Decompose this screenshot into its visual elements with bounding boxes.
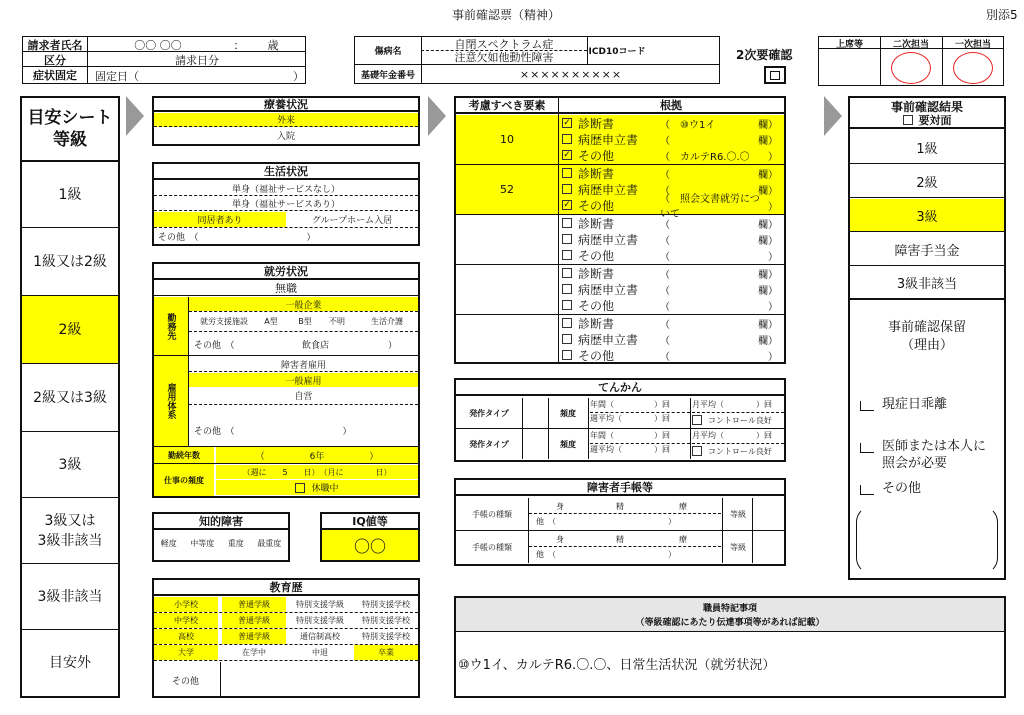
school-class: 通信制高校 [300,632,340,641]
school-class: 普通学級 [222,597,286,612]
fixed-label: 症状固定 [33,69,77,82]
shuro-title: 就労状況 [154,264,418,280]
school-class: 卒業 [354,645,418,660]
konkyo-line[interactable]: その他 （ ） [562,297,782,313]
konkyo-line[interactable]: 病歴申立書 （ 欄） [562,131,782,147]
memo-section [454,596,1006,698]
konkyo-checkbox[interactable] [562,284,572,294]
years-label: 勤続年数 [154,447,214,463]
konkyo-checkbox[interactable] [562,184,572,194]
techo-grade-label: 等級 [730,509,746,519]
seal-circle-second [891,52,931,84]
grade-item: 1級又は2級 [22,228,118,296]
konkyo-line[interactable]: 病歴申立書 （ 欄） [562,281,782,297]
konkyo-line[interactable]: 診断書 （ 欄） [562,315,782,331]
school-class: 特別支援学校 [362,600,410,609]
freq-label: 仕事の頻度 [154,464,214,496]
konkyo-checkbox[interactable] [562,268,572,278]
tenkan-title: てんかん [456,380,784,396]
requester-label: 請求者氏名 [27,38,83,52]
kinmu-label: 勤務先 [154,297,188,355]
control-checkbox[interactable]: コントロール良好 [692,413,784,427]
iq-value: 〇〇 [322,530,418,560]
techo-type-label: 手帳の種類 [472,542,512,552]
memo-body[interactable]: ⑩ウ1イ、カルテR6.〇.〇、日常生活状況（就労状況） [458,658,776,673]
konkyo-checkbox[interactable] [562,318,572,328]
grade-item: 2級又は3級 [22,364,118,432]
hold-reason-checkbox[interactable]: 現症日乖離 [860,396,1000,413]
stamp-label-second: 二次担当 [892,39,929,49]
attachment-label: 別添5 [986,8,1018,22]
kekka-section [848,96,1006,580]
age-unit: 歳 [267,38,279,52]
leave-checkbox[interactable]: 休職中 [216,480,418,495]
school-class: 特別支援学級 [296,600,344,609]
school-level: 高校 [154,629,218,644]
kyoiku-other: その他 [172,677,200,687]
seizure-type-label: 発作タイプ [469,439,509,449]
school-class: 在学中 [242,648,266,657]
stamp-boxes [818,36,1004,86]
kouryo-value[interactable]: 52 [456,165,558,214]
konkyo-checkbox[interactable] [562,334,572,344]
grade-sheet-header: 目安シート 等級 [22,98,118,162]
school-level: 中学校 [154,613,218,628]
kouryo-value[interactable] [456,315,558,364]
seikatsu-title: 生活状況 [154,164,418,180]
ryoyo-section [152,96,420,146]
unemployed: 無職 [154,280,418,296]
kyoiku-title: 教育歴 [154,580,418,596]
injury-1: 自閉スペクトラム症 [454,37,554,50]
kouryo-value[interactable] [456,215,558,264]
kouryo-value[interactable] [456,265,558,314]
memo-title: 職員特記事項 [702,603,757,614]
konkyo-checkbox[interactable] [562,234,572,244]
freq-value: （週に 5 日） （月に 日） [216,465,418,479]
konkyo-line[interactable]: 病歴申立書 （ 欄） [562,181,782,197]
seizure-type-label: 発作タイプ [469,408,509,418]
konkyo-checkbox[interactable]: ✓ [563,150,571,160]
memo-subtitle: （等級確認にあたり伝達事項等があれば記載） [635,617,825,628]
arrow-right-2 [428,96,446,136]
chiteki-title: 知的障害 [154,514,288,530]
konkyo-line[interactable]: その他 （ ） [562,347,782,363]
konkyo-line[interactable]: ✓ 診断書 （ ⑩ウ1イ 欄） [563,116,778,131]
school-level: 小学校 [154,597,218,612]
category-value: 請求日分 [175,53,219,67]
ippan-kigyo: 一般企業 [189,297,418,311]
injury-box [354,36,720,84]
second-check-box[interactable] [764,66,786,84]
school-class: 中退 [312,648,328,657]
seikatsu-section [152,162,420,246]
ryoyo-inpatient: 入院 [276,131,295,142]
grade-item: 2級 [22,296,118,364]
konkyo-checkbox[interactable] [562,168,572,178]
iq-section [320,512,420,562]
shuro-section: 就労状況 無職 勤務先 一般企業 就労支援施設 A型 B型 不明 生活介護 その他 （ 飲食店 ） 雇用体系 障害者雇用 一般雇用 自営 その他 （ ） 勤続年数 （ 6年 ） 仕事の頻度 （週に 5 日） （月に 日） 休職中 [152,262,420,498]
seikatsu-other: その他 （ ） [158,233,316,243]
konkyo-line[interactable]: ✓ その他 （ 照会文書就労につ ） [563,194,778,213]
kyoiku-section [152,578,420,698]
kekka-option[interactable]: 1級 [850,131,1004,164]
konkyo-checkbox[interactable] [562,350,572,360]
techo-section: 障害者手帳等 手帳の種類 身 精 療 他 （ ） 等級 手帳の種類 身 精 療 他 （ ） 等級 [454,478,786,566]
employer-other-value: 飲食店 [302,341,330,351]
second-check-label: 2次要確認 [736,48,793,62]
pension-label: 基礎年金番号 [360,70,415,81]
fixed-value: 固定日（ [95,70,139,83]
stamp-label-first: 一次担当 [954,39,991,49]
icd-label: ICD10コード [588,47,646,57]
single-no-service: 単身（福祉サービスなし） [154,181,418,196]
tenkan-section: てんかん 発作タイプ 頻度 年間（ ）回 週平均（ ）回 月平均（ ）回 コントロール良好 発作タイプ 頻度 年間（ ）回 週平均（ ）回 月平均（ ）回 コントロール良好 [454,378,786,462]
konkyo-line[interactable]: その他 （ ） [562,247,782,263]
kouryo-section [454,96,786,364]
face-to-face-checkbox[interactable]: 要対面 [850,113,1004,129]
school-class: 特別支援学校 [362,616,410,625]
konkyo-checkbox[interactable]: ✓ [563,200,571,210]
school-class: 普通学級 [222,613,286,628]
konkyo-checkbox[interactable] [562,250,572,260]
arrow-right-1 [126,96,144,136]
hold-label: 事前確認保留 （理由） [887,320,966,353]
kekka-title: 事前確認結果 [890,99,963,114]
konkyo-line[interactable]: 診断書 （ 欄） [562,215,782,231]
konkyo-checkbox[interactable]: ✓ [563,118,571,128]
grade-item: 目安外 [49,655,91,671]
kouryo-title: 考慮すべき要素 [456,98,558,114]
hold-reason-checkbox[interactable]: その他 [860,480,1000,497]
konkyo-checkbox[interactable] [562,300,572,310]
kouryo-value[interactable]: 10 [456,115,558,164]
arrow-right-3 [824,96,842,136]
page-title: 事前確認票（精神） [452,8,561,22]
cohabitant: 同居者あり [154,212,286,227]
other-reason-bracket[interactable] [856,506,998,574]
konkyo-title: 根拠 [558,98,784,114]
requester-name: 〇〇 〇〇 [134,38,182,52]
konkyo-line[interactable]: 診断書 （ 欄） [562,265,782,281]
kekka-option[interactable]: 3級非該当 [850,267,1004,300]
grade-item: 3級非該当 [22,564,118,630]
grade-item: 3級 [22,432,118,498]
techo-type-label: 手帳の種類 [472,509,512,519]
requester-info-box: 請求者氏名 〇〇 〇〇 ： 歳 区分 請求日分 症状固定 固定日（ ） [22,36,306,84]
kekka-option[interactable]: 2級 [850,165,1004,198]
injury-2: 注意欠如他動性障害 [454,51,554,64]
school-class: 特別支援学校 [362,632,410,641]
iq-title: IQ値等 [322,514,418,530]
school-class: 特別支援学級 [296,616,344,625]
freq-label: 頻度 [560,439,576,449]
group-home: グループホーム入居 [311,216,393,226]
control-checkbox[interactable]: コントロール良好 [692,444,784,458]
hold-reason-checkbox[interactable]: 医師または本人に 照会が必要 [860,438,1000,472]
seal-circle-first [953,52,993,84]
school-class: 普通学級 [222,629,286,644]
ryoyo-title: 療養状況 [154,98,418,112]
category-label: 区分 [44,53,66,67]
injury-label: 傷病名 [374,47,402,57]
chiteki-section: 知的障害 軽度 中等度 重度 最重度 [152,512,290,562]
grade-item: 3級又は 3級非該当 [22,498,118,564]
konkyo-line[interactable]: 診断書 （ 欄） [562,165,782,181]
ippan-koyo: 一般雇用 [189,373,418,387]
techo-grade-label: 等級 [730,542,746,552]
grade-sheet-column [20,96,120,698]
techo-title: 障害者手帳等 [456,480,784,496]
pension-number: ×××××××××× [519,67,623,81]
konkyo-line[interactable]: ✓ その他 （ カルテR6.〇.〇 ） [563,148,778,163]
single-with-service: 単身（福祉サービスあり） [154,196,418,211]
years-value: （ 6年 ） [216,447,418,463]
koyo-label: 雇用体系 [154,356,188,446]
kekka-option[interactable]: 障害手当金 [850,233,1004,266]
konkyo-checkbox[interactable] [562,134,572,144]
stamp-label-superior: 上席等 [835,39,863,49]
freq-label: 頻度 [560,408,576,418]
kekka-option[interactable]: 3級 [850,199,1004,232]
konkyo-line[interactable]: 病歴申立書 （ 欄） [562,231,782,247]
konkyo-line[interactable]: 病歴申立書 （ 欄） [562,331,782,347]
konkyo-checkbox[interactable] [562,218,572,228]
school-level: 大学 [154,645,218,660]
ryoyo-outpatient: 外来 [154,113,418,127]
grade-item: 1級 [22,162,118,228]
